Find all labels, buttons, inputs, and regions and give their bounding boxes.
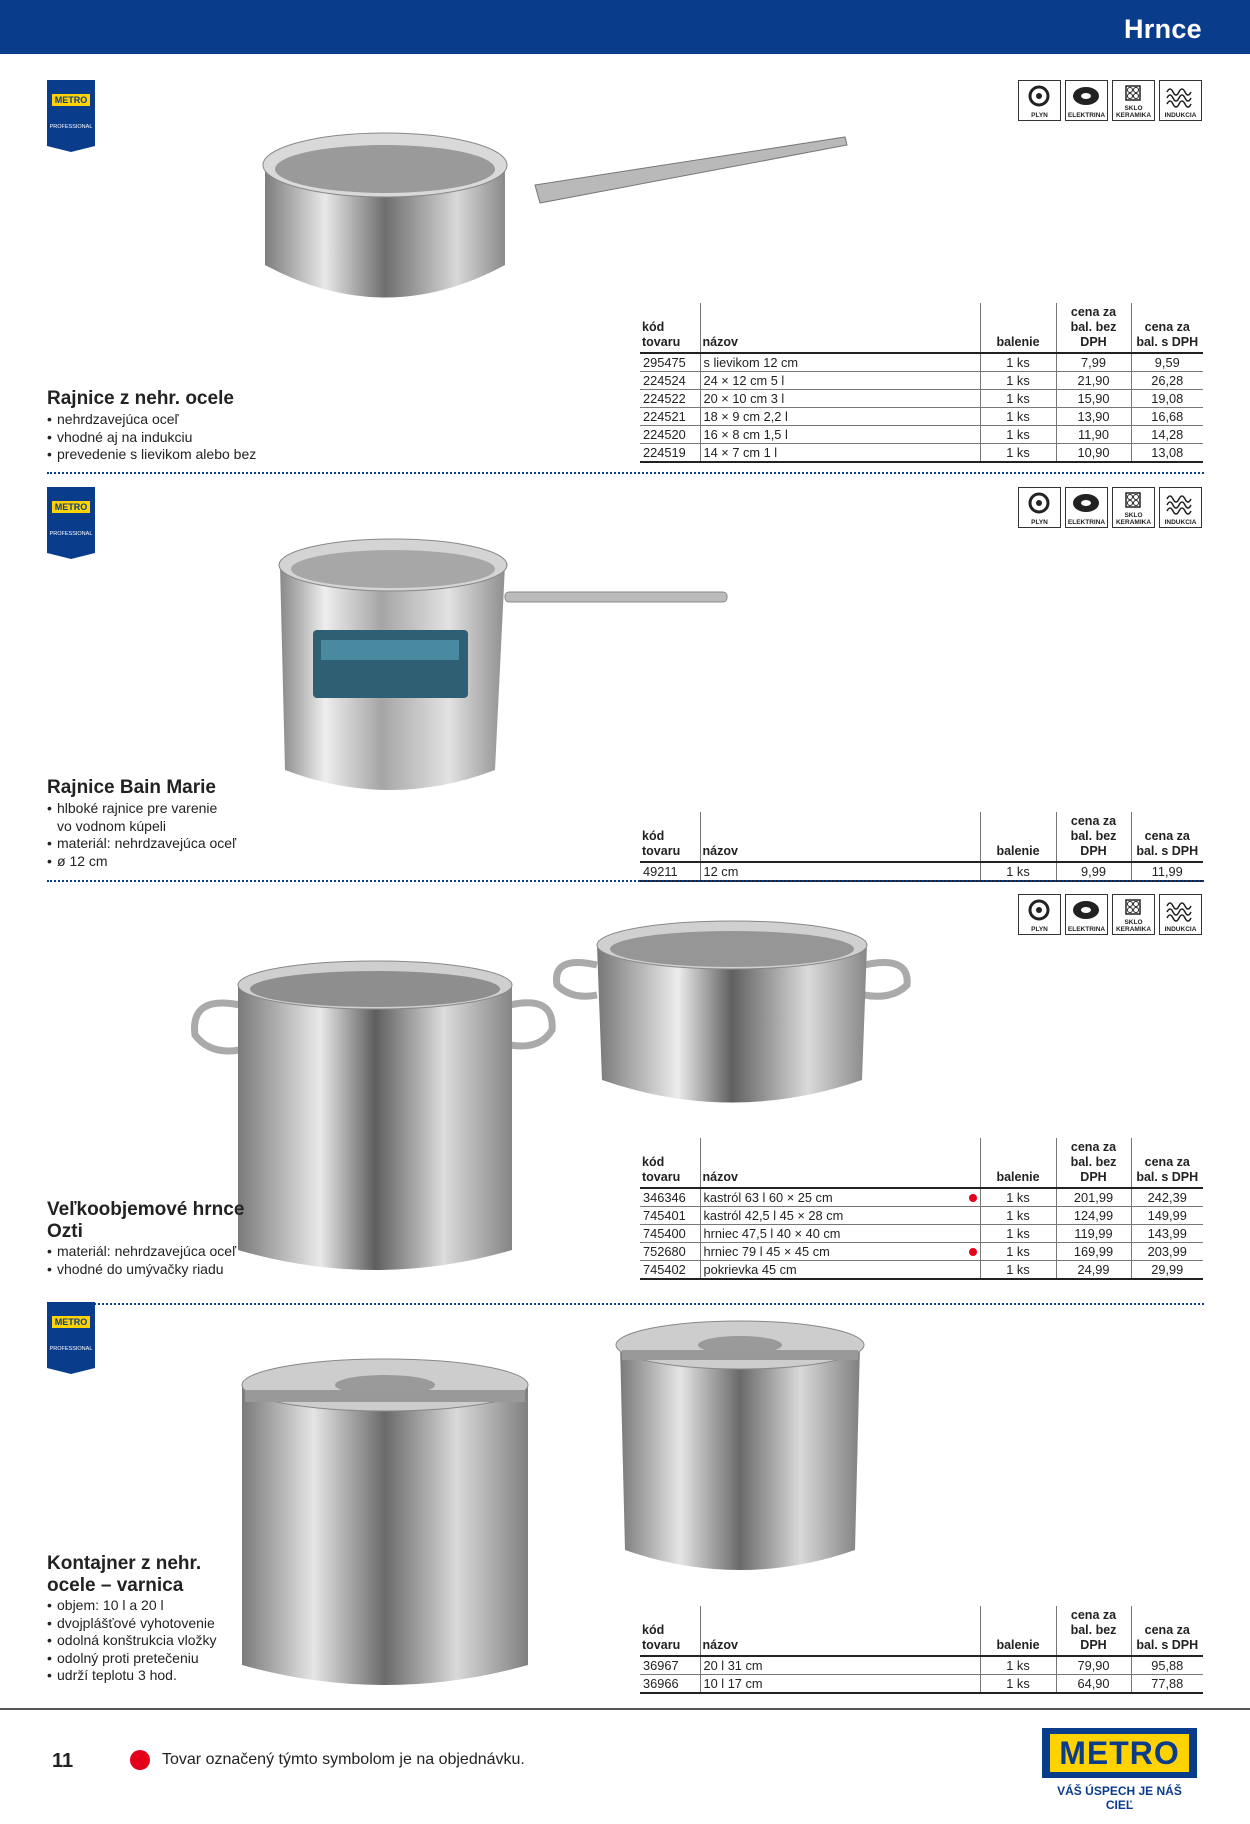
product-features [47, 1243, 236, 1278]
feature: • prevedenie s lievikom alebo bez [47, 446, 256, 464]
cell-kod: 224522 [640, 390, 700, 408]
cell-nazov: 20 × 10 cm 3 l [700, 390, 980, 408]
ceramic-glass-icon: SKLO KERAMIKA [1112, 894, 1155, 935]
col-kod: kód tovaru [640, 812, 700, 862]
table-row [640, 1225, 1203, 1243]
cell-price-net: 21,90 [1056, 372, 1131, 390]
product-table [640, 1138, 1203, 1280]
col-balenie: balenie [980, 1138, 1056, 1188]
page-title: Hrnce [1123, 14, 1202, 44]
cell-kod: 224521 [640, 408, 700, 426]
casserole-pot-image [552, 915, 912, 1115]
product-table [640, 303, 1203, 463]
cell-price-gross: 77,88 [1131, 1675, 1203, 1694]
cell-nazov: kastról 63 l 60 × 25 cm [700, 1188, 980, 1207]
order-dot-icon [969, 1248, 977, 1256]
cell-kod: 36967 [640, 1656, 700, 1675]
cell-price-gross: 149,99 [1131, 1207, 1203, 1225]
table-row [640, 1243, 1203, 1261]
cell-price-gross: 11,99 [1131, 862, 1203, 881]
feature: • vhodné aj na indukciu [47, 429, 256, 447]
product-features [47, 800, 236, 870]
table-row [640, 1188, 1203, 1207]
ceramic-glass-icon: SKLO KERAMIKA [1112, 80, 1155, 121]
col-balenie: balenie [980, 303, 1056, 353]
feature: • materiál: nehrdzavejúca oceľ [47, 1243, 236, 1261]
product-name: Rajnice z nehr. ocele [47, 388, 234, 409]
col-price-gross: cena za bal. s DPH [1131, 812, 1203, 862]
cell-kod: 224524 [640, 372, 700, 390]
cell-price-net: 79,90 [1056, 1656, 1131, 1675]
order-dot-icon [130, 1750, 150, 1770]
cell-balenie: 1 ks [980, 1207, 1056, 1225]
table-row [640, 372, 1203, 390]
container-large-image [230, 1345, 540, 1700]
container-small-image [605, 1305, 875, 1585]
table-row [640, 1656, 1203, 1675]
cell-price-gross: 26,28 [1131, 372, 1203, 390]
cell-price-net: 64,90 [1056, 1675, 1131, 1694]
metro-professional-logo: METRO PROFESSIONAL [47, 1302, 95, 1368]
bain-marie-pot-image [265, 535, 730, 810]
product-table [640, 1606, 1203, 1694]
cell-kod: 224520 [640, 426, 700, 444]
page-number: 11 [52, 1750, 74, 1772]
table-row [640, 426, 1203, 444]
cell-balenie: 1 ks [980, 1675, 1056, 1694]
cell-price-net: 11,90 [1056, 426, 1131, 444]
product-table [640, 812, 1203, 882]
table-row [640, 1675, 1203, 1694]
cell-kod: 752680 [640, 1243, 700, 1261]
heat-source-icons [1018, 894, 1204, 936]
col-price-gross: cena za bal. s DPH [1131, 303, 1203, 353]
cell-price-gross: 242,39 [1131, 1188, 1203, 1207]
col-price-gross: cena za bal. s DPH [1131, 1606, 1203, 1656]
col-balenie: balenie [980, 812, 1056, 862]
product-name: Kontajner z nehr. ocele – varnica [47, 1553, 202, 1596]
table-row [640, 1207, 1203, 1225]
feature: • odolná konštrukcia vložky [47, 1632, 217, 1650]
cell-nazov: 12 cm [700, 862, 980, 881]
cell-price-gross: 203,99 [1131, 1243, 1203, 1261]
slogan: VÁŠ ÚSPECH JE NÁŠ CIEĽ [1057, 1784, 1182, 1812]
cell-price-gross: 29,99 [1131, 1261, 1203, 1280]
cell-nazov: 18 × 9 cm 2,2 l [700, 408, 980, 426]
feature: • nehrdzavejúca oceľ [47, 411, 256, 429]
cell-price-gross: 143,99 [1131, 1225, 1203, 1243]
cell-balenie: 1 ks [980, 408, 1056, 426]
feature: • odolný proti pretečeniu [47, 1650, 217, 1668]
cell-balenie: 1 ks [980, 1243, 1056, 1261]
metro-professional-logo: METRO PROFESSIONAL [47, 80, 95, 146]
col-kod: kód tovaru [640, 303, 700, 353]
table-row [640, 1261, 1203, 1280]
cell-nazov: hrniec 79 l 45 × 45 cm [700, 1243, 980, 1261]
cell-kod: 346346 [640, 1188, 700, 1207]
cell-nazov: 16 × 8 cm 1,5 l [700, 426, 980, 444]
section-divider [47, 472, 1204, 474]
cell-nazov: 24 × 12 cm 5 l [700, 372, 980, 390]
cell-price-net: 7,99 [1056, 353, 1131, 372]
cell-price-net: 15,90 [1056, 390, 1131, 408]
col-price-net: cena za bal. bez DPH [1056, 812, 1131, 862]
cell-kod: 224519 [640, 444, 700, 463]
cell-nazov: pokrievka 45 cm [700, 1261, 980, 1280]
gas-icon: PLYN [1018, 80, 1061, 121]
cell-kod: 36966 [640, 1675, 700, 1694]
cell-balenie: 1 ks [980, 426, 1056, 444]
gas-icon: PLYN [1018, 487, 1061, 528]
table-row [640, 444, 1203, 463]
feature: • materiál: nehrdzavejúca oceľ [47, 835, 236, 853]
cell-price-net: 9,99 [1056, 862, 1131, 881]
cell-price-net: 119,99 [1056, 1225, 1131, 1243]
col-nazov: názov [700, 303, 980, 353]
feature: • ø 12 cm [47, 853, 236, 871]
col-nazov: názov [700, 1138, 980, 1188]
cell-balenie: 1 ks [980, 1656, 1056, 1675]
feature: • objem: 10 l a 20 l [47, 1597, 217, 1615]
table-row [640, 390, 1203, 408]
cell-kod: 745401 [640, 1207, 700, 1225]
product-name: Rajnice Bain Marie [47, 777, 216, 798]
col-nazov: názov [700, 812, 980, 862]
cell-nazov: 10 l 17 cm [700, 1675, 980, 1694]
induction-icon: INDUKCIA [1159, 80, 1202, 121]
product-features [47, 411, 256, 464]
cell-kod: 745400 [640, 1225, 700, 1243]
table-row [640, 862, 1203, 881]
electric-icon: ELEKTRINA [1065, 487, 1108, 528]
cell-price-net: 13,90 [1056, 408, 1131, 426]
col-balenie: balenie [980, 1606, 1056, 1656]
cell-price-net: 169,99 [1056, 1243, 1131, 1261]
footer-divider [0, 1708, 1250, 1710]
feature: • hlboké rajnice pre varenie [47, 800, 236, 818]
cell-price-gross: 13,08 [1131, 444, 1203, 463]
table-row [640, 353, 1203, 372]
order-dot-icon [969, 1194, 977, 1202]
cell-kod: 49211 [640, 862, 700, 881]
cell-kod: 745402 [640, 1261, 700, 1280]
saucepan-image [255, 125, 855, 330]
col-kod: kód tovaru [640, 1606, 700, 1656]
cell-balenie: 1 ks [980, 372, 1056, 390]
cell-price-gross: 14,28 [1131, 426, 1203, 444]
col-price-net: cena za bal. bez DPH [1056, 1606, 1131, 1656]
order-note: Tovar označený týmto symbolom je na objednávku. [130, 1750, 525, 1770]
cell-nazov: hrniec 47,5 l 40 × 40 cm [700, 1225, 980, 1243]
section-divider [47, 880, 1204, 882]
induction-icon: INDUKCIA [1159, 487, 1202, 528]
col-price-net: cena za bal. bez DPH [1056, 303, 1131, 353]
electric-icon: ELEKTRINA [1065, 80, 1108, 121]
cell-balenie: 1 ks [980, 1188, 1056, 1207]
cell-nazov: kastról 42,5 l 45 × 28 cm [700, 1207, 980, 1225]
metro-logo: METRO [1042, 1728, 1197, 1778]
cell-price-net: 201,99 [1056, 1188, 1131, 1207]
metro-professional-logo: METRO PROFESSIONAL [47, 487, 95, 553]
product-name: Veľkoobjemové hrnce Ozti [47, 1199, 245, 1242]
table-row [640, 408, 1203, 426]
cell-balenie: 1 ks [980, 390, 1056, 408]
electric-icon: ELEKTRINA [1065, 894, 1108, 935]
cell-balenie: 1 ks [980, 1225, 1056, 1243]
cell-nazov: s lievikom 12 cm [700, 353, 980, 372]
product-features [47, 1597, 217, 1685]
induction-icon: INDUKCIA [1159, 894, 1202, 935]
heat-source-icons [1018, 487, 1204, 529]
col-nazov: názov [700, 1606, 980, 1656]
col-kod: kód tovaru [640, 1138, 700, 1188]
gas-icon: PLYN [1018, 894, 1061, 935]
feature: • dvojplášťové vyhotovenie [47, 1615, 217, 1633]
cell-nazov: 14 × 7 cm 1 l [700, 444, 980, 463]
feature: • vhodné do umývačky riadu [47, 1261, 236, 1279]
heat-source-icons [1018, 80, 1204, 122]
cell-price-gross: 19,08 [1131, 390, 1203, 408]
cell-price-gross: 95,88 [1131, 1656, 1203, 1675]
cell-balenie: 1 ks [980, 353, 1056, 372]
cell-price-net: 124,99 [1056, 1207, 1131, 1225]
feature: vo vodnom kúpeli [57, 817, 166, 834]
feature: • udrží teplotu 3 hod. [47, 1667, 217, 1685]
cell-price-net: 10,90 [1056, 444, 1131, 463]
cell-nazov: 20 l 31 cm [700, 1656, 980, 1675]
cell-balenie: 1 ks [980, 1261, 1056, 1280]
col-price-net: cena za bal. bez DPH [1056, 1138, 1131, 1188]
cell-price-gross: 9,59 [1131, 353, 1203, 372]
cell-price-gross: 16,68 [1131, 408, 1203, 426]
col-price-gross: cena za bal. s DPH [1131, 1138, 1203, 1188]
ceramic-glass-icon: SKLO KERAMIKA [1112, 487, 1155, 528]
cell-balenie: 1 ks [980, 862, 1056, 881]
header-bar [0, 0, 1250, 54]
cell-balenie: 1 ks [980, 444, 1056, 463]
cell-price-net: 24,99 [1056, 1261, 1131, 1280]
cell-kod: 295475 [640, 353, 700, 372]
